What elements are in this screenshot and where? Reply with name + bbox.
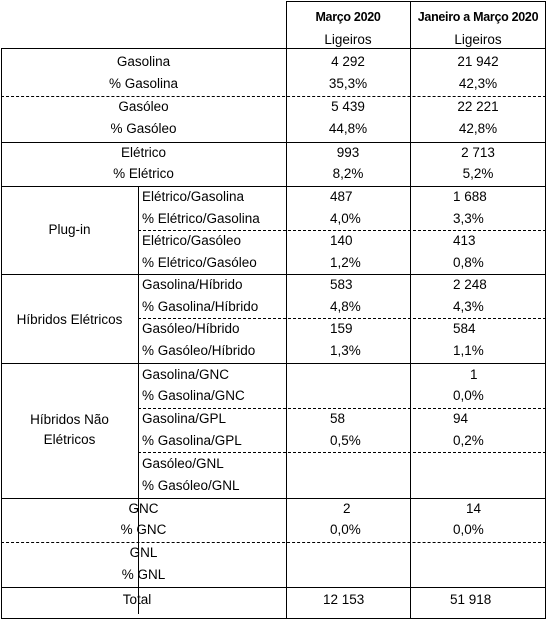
cell-value: 584 <box>453 321 476 336</box>
row-label: % Gasóleo/GNL <box>142 478 240 493</box>
row-label: % Elétrico <box>113 166 174 181</box>
cell-value: 2 248 <box>453 277 487 292</box>
cell-value: 12 153 <box>323 592 365 607</box>
cell-value: 993 <box>336 145 360 160</box>
cell-value: 0,0% <box>330 522 361 537</box>
cell-value: 413 <box>453 233 476 248</box>
row-label: Gasóleo/Híbrido <box>142 321 240 336</box>
top-border <box>286 1 546 2</box>
rule-hibridos-mid <box>138 318 546 319</box>
cell-value: 487 <box>330 189 353 204</box>
row-label: % Gasóleo/Híbrido <box>142 343 256 358</box>
right-border <box>545 1 546 618</box>
group-label-nao-eletricos-2: Elétricos <box>43 432 96 447</box>
cell-value: 1 <box>470 367 478 382</box>
rule-plugin <box>1 274 546 275</box>
col-divider-2 <box>410 1 411 618</box>
group-label-hibridos: Híbridos Elétricos <box>16 312 123 327</box>
cell-value: 8,2% <box>332 166 364 181</box>
group-label-nao-eletricos-1: Híbridos Não <box>30 412 109 427</box>
row-label: % Gasolina/GNC <box>142 388 245 403</box>
rule-nao-2 <box>138 452 546 453</box>
row-label: Gasóleo/GNL <box>142 456 224 471</box>
rule-plugin-mid <box>138 230 546 231</box>
cell-value: 58 <box>330 411 346 426</box>
cell-value: 51 918 <box>450 592 492 607</box>
cell-value: 0,8% <box>453 255 484 270</box>
bottom-border <box>1 618 546 619</box>
row-label: Gasóleo <box>118 99 169 114</box>
cell-value: 22 221 <box>457 99 499 114</box>
cell-value: 159 <box>330 321 353 336</box>
cell-value: 21 942 <box>457 54 499 69</box>
cell-value: 5,2% <box>462 166 494 181</box>
row-label: GNC <box>128 501 159 516</box>
cell-value: 4,8% <box>330 299 361 314</box>
cell-value: 2 713 <box>461 145 495 160</box>
cell-value: 42,3% <box>458 76 498 91</box>
row-label: % GNC <box>120 522 167 537</box>
rule-nao-1 <box>138 408 546 409</box>
row-label: Gasolina/GNC <box>142 367 230 382</box>
row-label: Elétrico/Gasolina <box>142 189 245 204</box>
cell-value: 2 <box>343 501 351 516</box>
cell-value: 0,2% <box>453 433 484 448</box>
row-label: Gasolina <box>116 54 171 69</box>
rule-gnl <box>1 587 546 588</box>
rule-nao <box>1 498 546 499</box>
cell-value: 1,2% <box>330 255 361 270</box>
rule-gasolina <box>1 96 546 97</box>
cell-value: 3,3% <box>453 211 484 226</box>
rule-gnc <box>1 542 546 543</box>
cell-value: 5 439 <box>331 99 365 114</box>
col2-title: Janeiro a Março 2020 <box>417 10 539 24</box>
cell-value: 0,0% <box>453 388 484 403</box>
col1-subtitle: Ligeiros <box>324 32 372 47</box>
col2-subtitle: Ligeiros <box>454 32 502 47</box>
row-label: Total <box>122 592 152 607</box>
cell-value: 1,1% <box>453 343 484 358</box>
row-label: Elétrico <box>120 145 166 160</box>
cell-value: 4 292 <box>331 54 365 69</box>
row-label: % Gasolina <box>108 76 179 91</box>
rule-hibridos <box>1 363 546 364</box>
cell-value: 1 688 <box>453 189 487 204</box>
row-label: % Gasolina/GPL <box>142 433 242 448</box>
rule-gasoleo <box>1 142 546 143</box>
cell-value: 583 <box>330 277 353 292</box>
group-label-plugin: Plug-in <box>48 222 91 237</box>
header-rule <box>1 48 546 49</box>
cell-value: 94 <box>453 411 469 426</box>
cell-value: 4,3% <box>453 299 484 314</box>
col1-title: Março 2020 <box>315 10 381 24</box>
rule-eletrico <box>1 186 546 187</box>
cell-value: 0,0% <box>453 522 484 537</box>
col-divider-1 <box>286 1 287 618</box>
cell-value: 1,3% <box>330 343 361 358</box>
row-label: Gasolina/Híbrido <box>142 277 243 292</box>
cell-value: 35,3% <box>328 76 368 91</box>
row-label: % Elétrico/Gasóleo <box>142 255 257 270</box>
row-label: % Elétrico/Gasolina <box>142 211 260 226</box>
row-label: % Gasóleo <box>110 121 177 136</box>
cell-value: 14 <box>466 501 482 516</box>
row-label: Elétrico/Gasóleo <box>142 233 242 248</box>
row-label: % GNL <box>121 567 166 582</box>
cell-value: 44,8% <box>328 121 368 136</box>
row-label: GNL <box>129 545 158 560</box>
cell-value: 140 <box>330 233 353 248</box>
cell-value: 42,8% <box>458 121 498 136</box>
cell-value: 0,5% <box>330 433 361 448</box>
row-label: % Gasolina/Híbrido <box>142 299 259 314</box>
row-label: Gasolina/GPL <box>142 411 227 426</box>
cell-value: 4,0% <box>330 211 361 226</box>
